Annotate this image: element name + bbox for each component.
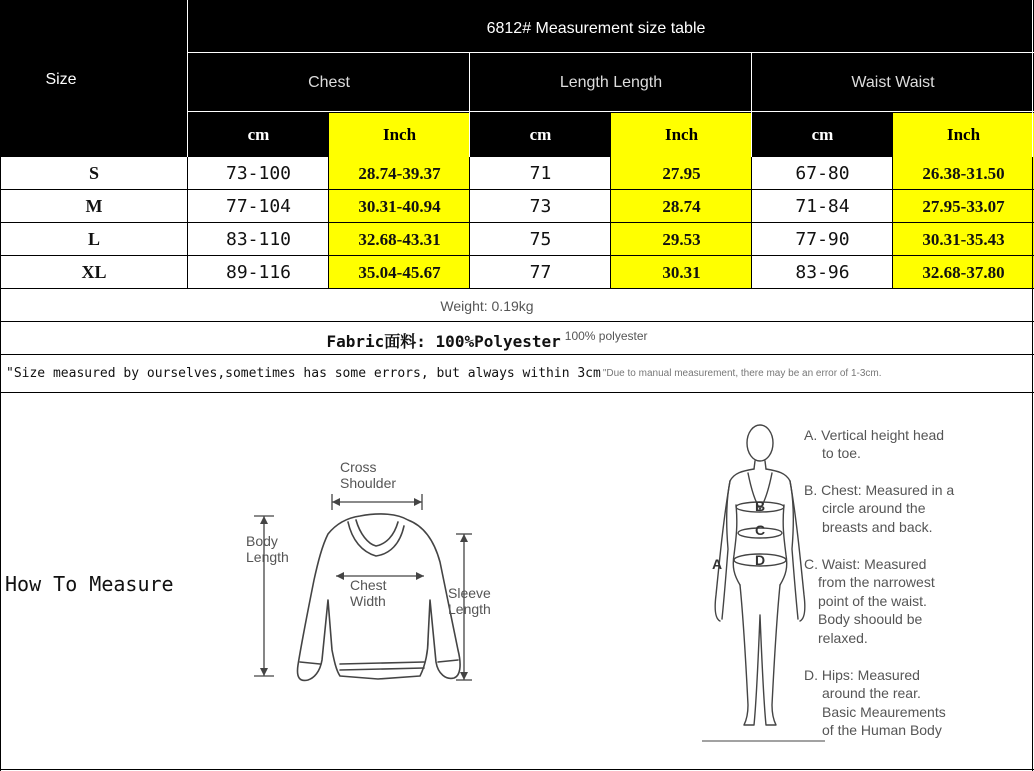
group-header-length-label: Length Length: [559, 73, 663, 91]
figure-letter-d: D: [755, 552, 766, 568]
header-divider: [469, 53, 470, 157]
unit-label: Inch: [382, 125, 417, 144]
fabric-subtext: 100% polyester: [564, 328, 648, 343]
cell-text: 35.04-45.67: [358, 262, 441, 282]
table-title-text: 6812# Measurement size table: [486, 19, 706, 37]
cell-text: L: [87, 229, 100, 249]
instruction-b-line: B. Chest: Measured in a: [804, 482, 955, 498]
table-cell-inch: [893, 157, 1034, 190]
cell-text: 83-96: [795, 262, 850, 283]
fabric-row: [0, 322, 1034, 355]
cross-shoulder-label: Shoulder: [340, 475, 397, 491]
instruction-c-line: relaxed.: [818, 630, 868, 646]
cell-text: 73: [529, 196, 552, 217]
table-cell-inch: [893, 256, 1034, 289]
arrow-head: [414, 498, 422, 506]
table-cell-inch: [329, 256, 470, 289]
group-header-waist-label: Waist Waist: [851, 73, 935, 91]
header-divider: [751, 53, 752, 157]
weight-row: [0, 289, 1034, 322]
table-cell-inch: [893, 223, 1034, 256]
header-divider: [188, 52, 1034, 53]
cell-text: 71-84: [795, 196, 850, 217]
group-header-chest: [188, 53, 470, 112]
instruction-c-line: point of the waist.: [818, 593, 927, 609]
shirt-cuff-left: [300, 662, 320, 664]
cell-text: 89-116: [225, 262, 292, 283]
figure-letter-a: A: [712, 556, 723, 572]
sleeve-length-label: Sleeve: [448, 585, 491, 601]
cross-shoulder-label: Cross: [340, 459, 377, 475]
unit-label: Inch: [664, 125, 699, 144]
table-cell: [752, 190, 893, 223]
instruction-a-line: to toe.: [822, 445, 861, 461]
unit-label: cm: [811, 124, 834, 144]
grid-line: [328, 157, 329, 289]
cell-text: 83-110: [225, 229, 292, 250]
arrow-head: [416, 572, 424, 580]
instruction-d-line: Basic Meaurements: [822, 704, 946, 720]
instruction-c-line: Body shoould be: [818, 611, 923, 627]
instruction-d-line: of the Human Body: [822, 722, 942, 738]
chest-width-label: Chest: [350, 577, 387, 593]
table-cell: [188, 256, 329, 289]
sleeve-length-label: Length: [448, 601, 491, 617]
grid-line: [0, 255, 1034, 256]
unit-chest-cm: [188, 112, 329, 157]
body-length-label: Body: [246, 533, 278, 549]
group-header-chest-label: Chest: [308, 73, 350, 91]
header-divider: [187, 0, 188, 157]
grid-line: [610, 157, 611, 289]
table-cell: [188, 190, 329, 223]
table-cell: [752, 256, 893, 289]
unit-label: cm: [247, 124, 270, 144]
fabric-text: Fabric面料: 100%Polyester: [326, 332, 561, 351]
cell-text: 27.95: [662, 163, 701, 183]
arrow-head: [460, 534, 468, 542]
table-cell-size: [0, 256, 188, 289]
figure-legs: [740, 585, 780, 725]
table-cell-size: [0, 157, 188, 190]
grid-line: [0, 222, 1034, 223]
grid-line: [0, 157, 1, 771]
grid-line: [469, 157, 470, 289]
unit-length-inch: [611, 112, 752, 157]
unit-label: cm: [529, 124, 552, 144]
table-cell-size: [0, 190, 188, 223]
grid-line: [751, 157, 752, 289]
instruction-d-line: around the rear.: [822, 685, 921, 701]
disclaimer-row: [0, 355, 1034, 392]
cell-text: 30.31: [662, 262, 701, 282]
grid-line: [0, 189, 1034, 190]
shirt-hem: [340, 662, 424, 670]
shirt-collar-inner: [356, 520, 398, 546]
instruction-b-line: breasts and back.: [822, 519, 933, 535]
table-cell: [188, 157, 329, 190]
size-header: [0, 0, 188, 157]
figure-neck: [754, 461, 766, 469]
table-cell-inch: [329, 190, 470, 223]
figure-letter-b: B: [755, 498, 766, 514]
arrow-head: [260, 668, 268, 676]
cell-text: 30.31-40.94: [358, 196, 441, 216]
figure-waist: [733, 505, 787, 585]
table-cell-inch: [329, 223, 470, 256]
table-cell: [470, 157, 611, 190]
table-cell: [752, 157, 893, 190]
header-divider: [188, 111, 1034, 112]
unit-chest-inch: [329, 112, 470, 157]
how-to-measure-title: [5, 570, 174, 598]
how-to-measure-text: How To Measure: [5, 572, 174, 596]
group-header-waist: [752, 53, 1034, 112]
cell-text: 77: [529, 262, 552, 283]
unit-label: Inch: [946, 125, 981, 144]
figure-torso: [722, 469, 798, 619]
table-cell: [470, 190, 611, 223]
figure-head: [747, 425, 773, 461]
arrow-head: [336, 572, 344, 580]
weight-text: Weight: 0.19kg: [440, 297, 534, 314]
table-cell-inch: [611, 256, 752, 289]
instruction-b-line: circle around the: [822, 500, 926, 516]
grid-line: [0, 769, 1034, 770]
cell-text: 67-80: [795, 163, 850, 184]
chest-width-label: Width: [350, 593, 386, 609]
figure-letter-c: C: [755, 522, 766, 538]
body-length-label: Length: [246, 549, 289, 565]
cell-text: 77-104: [225, 196, 292, 217]
arrow-head: [260, 516, 268, 524]
size-header-label: Size: [45, 70, 77, 88]
cell-text: 32.68-43.31: [358, 229, 441, 249]
table-cell: [470, 223, 611, 256]
grid-line: [892, 157, 893, 289]
cell-text: 71: [529, 163, 552, 184]
cell-text: 75: [529, 229, 552, 250]
cell-text: 26.38-31.50: [922, 163, 1005, 183]
disclaimer-subtext: "Due to manual measurement, there may be an error of 1-3cm.: [602, 368, 882, 379]
cell-text: 77-90: [795, 229, 850, 250]
header-divider: [1032, 0, 1033, 157]
grid-line: [187, 157, 188, 289]
instruction-c-line: C. Waist: Measured: [804, 556, 927, 572]
grid-line: [0, 392, 1034, 393]
shirt-diagram: [240, 450, 510, 700]
shirt-cuff-right: [438, 660, 458, 662]
arrow-head: [460, 672, 468, 680]
group-header-length: [470, 53, 752, 112]
table-cell: [470, 256, 611, 289]
cell-text: S: [88, 163, 99, 183]
instruction-a-line: A. Vertical height head: [804, 427, 945, 443]
cell-text: 28.74: [662, 196, 701, 216]
cell-text: 32.68-37.80: [922, 262, 1005, 282]
cell-text: M: [85, 196, 103, 216]
unit-waist-inch: [893, 112, 1034, 157]
cell-text: XL: [81, 262, 107, 282]
instruction-c-line: from the narrowest: [818, 574, 935, 590]
table-cell-inch: [893, 190, 1034, 223]
measurement-instructions: [800, 425, 1025, 745]
unit-length-cm: [470, 112, 611, 157]
cell-text: 29.53: [662, 229, 701, 249]
arrow-head: [332, 498, 340, 506]
cell-text: 30.31-35.43: [922, 229, 1005, 249]
table-title: [188, 0, 1034, 53]
disclaimer-text: "Size measured by ourselves,sometimes has some errors, but always within 3cm: [6, 366, 601, 381]
unit-waist-cm: [752, 112, 893, 157]
table-cell: [188, 223, 329, 256]
table-cell-inch: [611, 157, 752, 190]
table-cell-inch: [611, 190, 752, 223]
grid-line: [1032, 157, 1033, 771]
cell-text: 28.74-39.37: [358, 163, 441, 183]
cell-text: 27.95-33.07: [922, 196, 1005, 216]
instruction-d-line: D. Hips: Measured: [804, 667, 920, 683]
table-cell-size: [0, 223, 188, 256]
cell-text: 73-100: [225, 163, 292, 184]
table-cell-inch: [611, 223, 752, 256]
table-cell: [752, 223, 893, 256]
table-cell-inch: [329, 157, 470, 190]
